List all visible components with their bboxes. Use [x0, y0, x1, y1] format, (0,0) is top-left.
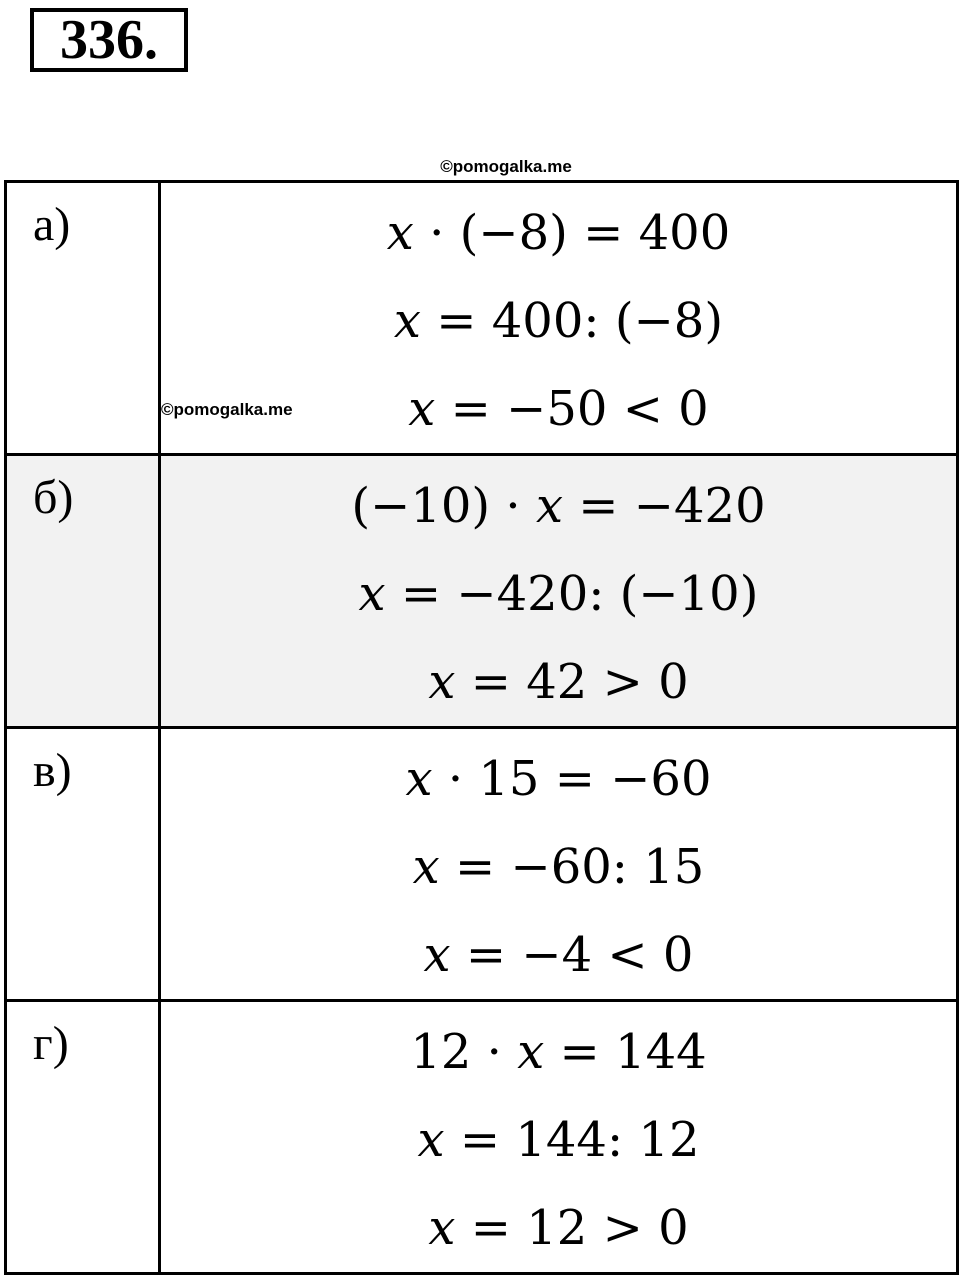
equation-line: 12 · x = 144	[410, 1024, 707, 1080]
equation-line: x = −420: (−10)	[358, 566, 759, 622]
row-label: а)	[6, 182, 160, 455]
table-row	[6, 728, 958, 1001]
row-label: г)	[6, 1001, 160, 1274]
watermark-inline: ©pomogalka.me	[161, 400, 293, 419]
equation-line: x · 15 = −60	[405, 751, 712, 807]
row-label: б)	[6, 455, 160, 728]
equation-line: x = −4 < 0	[423, 927, 694, 983]
equation-line: x = 400: (−8)	[393, 293, 724, 349]
table-row	[6, 1001, 958, 1274]
equation-cell	[160, 728, 958, 1001]
table-row	[6, 182, 958, 455]
equation-line: x = 144: 12	[417, 1112, 700, 1168]
row-label: в)	[6, 728, 160, 1001]
watermark-top: ©pomogalka.me	[440, 157, 572, 176]
problem-number: 336.	[30, 8, 188, 72]
solutions-table	[4, 180, 959, 1275]
equation-cell	[160, 455, 958, 728]
equation-cell	[160, 1001, 958, 1274]
equation-line: x = 12 > 0	[428, 1200, 689, 1256]
equation-line: x · (−8) = 400	[386, 205, 731, 261]
equation-line: x = −60: 15	[412, 839, 705, 895]
table-row	[6, 455, 958, 728]
equation-line: x = −50 < 0	[408, 381, 709, 437]
equation-line: x = 42 > 0	[428, 654, 689, 710]
equation-line: (−10) · x = −420	[351, 478, 766, 534]
